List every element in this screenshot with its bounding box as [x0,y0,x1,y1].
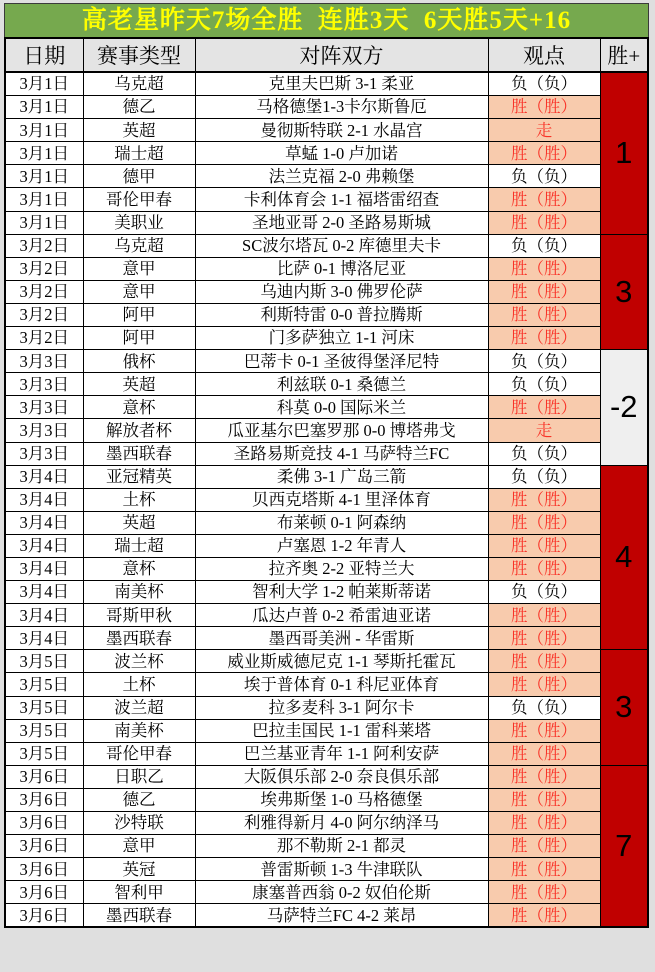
verdict-cell: 负（负） [488,465,600,488]
match-row [5,488,648,511]
date-cell: 3月4日 [5,488,83,511]
league-cell: 乌克超 [83,234,195,257]
verdict-cell: 负（负） [488,165,600,188]
matchup-cell: 普雷斯顿 1-3 牛津联队 [195,858,488,881]
match-row [5,604,648,627]
league-cell: 波兰杯 [83,650,195,673]
match-table-body [5,72,648,927]
column-header-net-win: 胜+ [600,38,648,72]
matchup-cell: 瓜达卢普 0-2 希雷迪亚诺 [195,604,488,627]
date-cell: 3月4日 [5,534,83,557]
date-cell: 3月3日 [5,373,83,396]
column-header-verdict: 观点 [488,38,600,72]
verdict-cell: 胜（胜） [488,257,600,280]
match-row [5,812,648,835]
league-cell: 德甲 [83,165,195,188]
verdict-cell: 胜（胜） [488,627,600,650]
date-cell: 3月3日 [5,396,83,419]
match-row [5,835,648,858]
date-cell: 3月5日 [5,742,83,765]
date-cell: 3月6日 [5,765,83,788]
date-cell: 3月1日 [5,188,83,211]
date-cell: 3月4日 [5,511,83,534]
matchup-cell: 比萨 0-1 博洛尼亚 [195,257,488,280]
match-row [5,581,648,604]
league-cell: 阿甲 [83,327,195,350]
verdict-cell: 负（负） [488,350,600,373]
match-row [5,881,648,904]
date-cell: 3月1日 [5,211,83,234]
date-cell: 3月4日 [5,557,83,580]
matchup-cell: 那不勒斯 2-1 都灵 [195,835,488,858]
match-row [5,465,648,488]
date-cell: 3月1日 [5,96,83,119]
verdict-cell: 胜（胜） [488,673,600,696]
league-cell: 乌克超 [83,72,195,96]
match-row [5,557,648,580]
verdict-cell: 胜（胜） [488,904,600,928]
matchup-cell: 利雅得新月 4-0 阿尔纳泽马 [195,812,488,835]
league-cell: 瑞士超 [83,142,195,165]
net-win-cell: 3 [600,234,648,349]
matchup-cell: 埃于普体育 0-1 科尼亚体育 [195,673,488,696]
date-cell: 3月1日 [5,72,83,96]
date-cell: 3月1日 [5,165,83,188]
verdict-cell: 负（负） [488,72,600,96]
match-row [5,534,648,557]
date-cell: 3月2日 [5,280,83,303]
league-cell: 英超 [83,119,195,142]
date-cell: 3月4日 [5,627,83,650]
match-row [5,627,648,650]
verdict-cell: 胜（胜） [488,96,600,119]
net-win-cell: 1 [600,72,648,234]
match-row [5,696,648,719]
match-row [5,234,648,257]
date-cell: 3月6日 [5,858,83,881]
matchup-cell: 卡利体育会 1-1 福塔雷绍查 [195,188,488,211]
verdict-cell: 胜（胜） [488,327,600,350]
matchup-cell: 拉齐奥 2-2 亚特兰大 [195,557,488,580]
league-cell: 南美杯 [83,719,195,742]
league-cell: 阿甲 [83,303,195,326]
matchup-cell: 法兰克福 2-0 弗赖堡 [195,165,488,188]
matchup-cell: 智利大学 1-2 帕莱斯蒂诺 [195,581,488,604]
date-cell: 3月5日 [5,673,83,696]
verdict-cell: 负（负） [488,234,600,257]
verdict-cell: 胜（胜） [488,719,600,742]
date-cell: 3月2日 [5,257,83,280]
match-row [5,350,648,373]
league-cell: 土杯 [83,488,195,511]
match-row [5,165,648,188]
verdict-cell: 负（负） [488,696,600,719]
date-cell: 3月2日 [5,327,83,350]
matchup-cell: 布莱顿 0-1 阿森纳 [195,511,488,534]
verdict-cell: 胜（胜） [488,604,600,627]
league-cell: 意甲 [83,257,195,280]
matchup-cell: 卢塞恩 1-2 年青人 [195,534,488,557]
matchup-cell: 大阪俱乐部 2-0 奈良俱乐部 [195,765,488,788]
league-cell: 日职乙 [83,765,195,788]
verdict-cell: 负（负） [488,581,600,604]
match-row [5,373,648,396]
verdict-cell: 胜（胜） [488,835,600,858]
league-cell: 英超 [83,373,195,396]
match-row [5,650,648,673]
date-cell: 3月4日 [5,465,83,488]
date-cell: 3月6日 [5,835,83,858]
league-cell: 英冠 [83,858,195,881]
date-cell: 3月3日 [5,419,83,442]
league-cell: 墨西联春 [83,627,195,650]
league-cell: 俄杯 [83,350,195,373]
verdict-cell: 胜（胜） [488,396,600,419]
column-header-matchup: 对阵双方 [195,38,488,72]
match-row [5,788,648,811]
match-row [5,419,648,442]
verdict-cell: 胜（胜） [488,303,600,326]
matchup-cell: 草蜢 1-0 卢加诺 [195,142,488,165]
league-cell: 南美杯 [83,581,195,604]
matchup-cell: 巴兰基亚青年 1-1 阿利安萨 [195,742,488,765]
league-cell: 智利甲 [83,881,195,904]
date-cell: 3月6日 [5,788,83,811]
league-cell: 土杯 [83,673,195,696]
match-row [5,442,648,465]
league-cell: 波兰超 [83,696,195,719]
net-win-cell: 7 [600,765,648,927]
matchup-cell: 圣地亚哥 2-0 圣路易斯城 [195,211,488,234]
matchup-cell: 圣路易斯竞技 4-1 马萨特兰FC [195,442,488,465]
match-row [5,765,648,788]
matchup-cell: 贝西克塔斯 4-1 里泽体育 [195,488,488,511]
matchup-cell: 瓜亚基尔巴塞罗那 0-0 博塔弗戈 [195,419,488,442]
date-cell: 3月4日 [5,581,83,604]
date-cell: 3月1日 [5,142,83,165]
date-cell: 3月1日 [5,119,83,142]
matchup-cell: 马萨特兰FC 4-2 莱昂 [195,904,488,928]
verdict-cell: 胜（胜） [488,742,600,765]
date-cell: 3月3日 [5,350,83,373]
matchup-cell: 墨西哥美洲 - 华雷斯 [195,627,488,650]
matchup-cell: 曼彻斯特联 2-1 水晶宫 [195,119,488,142]
page-title: 高老星昨天7场全胜 连胜3天 6天胜5天+16 [4,3,649,37]
match-row [5,303,648,326]
matchup-cell: 乌迪内斯 3-0 佛罗伦萨 [195,280,488,303]
matchup-cell: 威业斯威德尼克 1-1 琴斯托霍瓦 [195,650,488,673]
match-row [5,119,648,142]
results-table [4,37,649,928]
league-cell: 意杯 [83,557,195,580]
verdict-cell: 负（负） [488,373,600,396]
matchup-cell: 科莫 0-0 国际米兰 [195,396,488,419]
net-win-cell: 3 [600,650,648,765]
verdict-cell: 走 [488,419,600,442]
date-cell: 3月5日 [5,650,83,673]
match-row [5,858,648,881]
verdict-cell: 胜（胜） [488,788,600,811]
league-cell: 意杯 [83,396,195,419]
league-cell: 墨西联春 [83,442,195,465]
match-row [5,211,648,234]
date-cell: 3月6日 [5,812,83,835]
league-cell: 瑞士超 [83,534,195,557]
verdict-cell: 胜（胜） [488,280,600,303]
verdict-cell: 胜（胜） [488,650,600,673]
verdict-cell: 胜（胜） [488,488,600,511]
match-row [5,142,648,165]
verdict-cell: 胜（胜） [488,557,600,580]
header-row [5,38,648,72]
date-cell: 3月6日 [5,881,83,904]
verdict-cell: 胜（胜） [488,534,600,557]
match-row [5,257,648,280]
verdict-cell: 胜（胜） [488,211,600,234]
match-row [5,188,648,211]
verdict-cell: 胜（胜） [488,765,600,788]
net-win-cell: -2 [600,350,648,465]
league-cell: 意甲 [83,835,195,858]
matchup-cell: 克里夫巴斯 3-1 柔亚 [195,72,488,96]
league-cell: 美职业 [83,211,195,234]
date-cell: 3月2日 [5,303,83,326]
match-row [5,742,648,765]
matchup-cell: 利斯特雷 0-0 普拉腾斯 [195,303,488,326]
matchup-cell: 巴拉圭国民 1-1 雷科莱塔 [195,719,488,742]
matchup-cell: SC波尔塔瓦 0-2 库德里夫卡 [195,234,488,257]
verdict-cell: 负（负） [488,442,600,465]
date-cell: 3月4日 [5,604,83,627]
verdict-cell: 胜（胜） [488,188,600,211]
match-row [5,511,648,534]
column-header-league: 赛事类型 [83,38,195,72]
matchup-cell: 巴蒂卡 0-1 圣彼得堡泽尼特 [195,350,488,373]
net-win-cell: 4 [600,465,648,650]
match-row [5,96,648,119]
date-cell: 3月5日 [5,719,83,742]
matchup-cell: 马格德堡1-3卡尔斯鲁厄 [195,96,488,119]
league-cell: 亚冠精英 [83,465,195,488]
verdict-cell: 胜（胜） [488,881,600,904]
verdict-cell: 胜（胜） [488,142,600,165]
matchup-cell: 门多萨独立 1-1 河床 [195,327,488,350]
verdict-cell: 胜（胜） [488,858,600,881]
league-cell: 解放者杯 [83,419,195,442]
league-cell: 墨西联春 [83,904,195,928]
match-row [5,280,648,303]
league-cell: 英超 [83,511,195,534]
verdict-cell: 胜（胜） [488,812,600,835]
date-cell: 3月5日 [5,696,83,719]
match-row [5,72,648,96]
verdict-cell: 胜（胜） [488,511,600,534]
date-cell: 3月3日 [5,442,83,465]
matchup-cell: 利兹联 0-1 桑德兰 [195,373,488,396]
matchup-cell: 拉多麦科 3-1 阿尔卡 [195,696,488,719]
column-header-date: 日期 [5,38,83,72]
date-cell: 3月2日 [5,234,83,257]
match-row [5,327,648,350]
league-cell: 德乙 [83,788,195,811]
date-cell: 3月6日 [5,904,83,928]
matchup-cell: 柔佛 3-1 广岛三箭 [195,465,488,488]
match-row [5,673,648,696]
league-cell: 德乙 [83,96,195,119]
league-cell: 哥伦甲春 [83,188,195,211]
matchup-cell: 埃弗斯堡 1-0 马格德堡 [195,788,488,811]
match-row [5,719,648,742]
league-cell: 哥伦甲春 [83,742,195,765]
league-cell: 意甲 [83,280,195,303]
league-cell: 沙特联 [83,812,195,835]
match-row [5,396,648,419]
matchup-cell: 康塞普西翁 0-2 奴伯伦斯 [195,881,488,904]
league-cell: 哥斯甲秋 [83,604,195,627]
match-row [5,904,648,928]
verdict-cell: 走 [488,119,600,142]
